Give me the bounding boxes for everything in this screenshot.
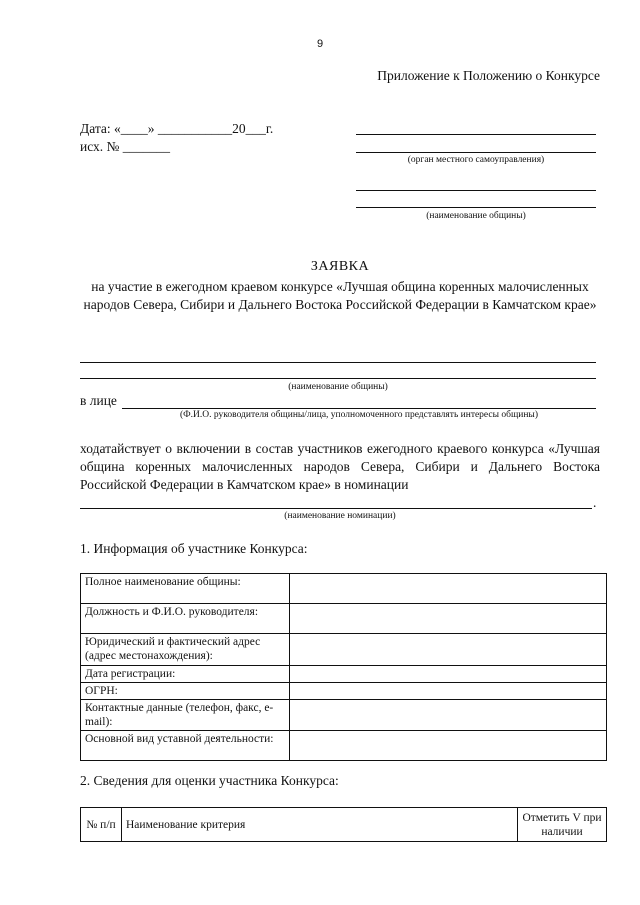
info-label: Основной вид уставной деятельности: [81, 731, 290, 761]
criteria-table [80, 807, 607, 842]
table-row [81, 700, 607, 731]
info-value-cell[interactable] [290, 604, 607, 634]
table-row [81, 604, 607, 634]
appendix-note: Приложение к Положению о Конкурсе [377, 68, 600, 83]
info-value-cell[interactable] [290, 574, 607, 604]
col-criterion-header: Наименование критерия [122, 808, 518, 842]
info-label: Дата регистрации: [81, 666, 290, 683]
person-line [122, 408, 596, 409]
nomination-end: . [593, 495, 597, 510]
caption-org: (орган местного самоуправления) [407, 155, 545, 165]
org-line-2 [356, 152, 596, 153]
info-label: Контактные данные (телефон, факс, e-mail): [81, 700, 290, 731]
info-label: Юридический и фактический адрес (адрес местонахождения): [81, 634, 290, 666]
caption-community-header: (наименование общины) [426, 211, 526, 221]
community-name-line [80, 362, 596, 363]
participant-info-table [80, 573, 607, 761]
table-row [81, 731, 607, 761]
community-line-2 [356, 207, 596, 208]
page-number: 9 [316, 38, 324, 50]
petition-text: ходатайствует о включении в состав участников ежегодного краевого конкурса «Лучшая община коренных малочисленных народов Севера, Сибири и Дальнего Востока Российской Федерации в Камчатском крае» в номинации [80, 441, 600, 492]
document-title: ЗАЯВКА [310, 259, 370, 274]
col-number-header: № п/п [81, 808, 122, 842]
nomination-line [80, 508, 592, 509]
outgoing-number-line: исх. № _______ [80, 139, 171, 154]
info-label: Полное наименование общины: [81, 574, 290, 604]
org-line [356, 134, 596, 135]
info-value-cell[interactable] [290, 666, 607, 683]
community-line [356, 190, 596, 191]
info-value-cell[interactable] [290, 634, 607, 666]
table-header-row [81, 808, 607, 842]
table-row [81, 666, 607, 683]
section-1-title: 1. Информация об участнике Конкурса: [80, 541, 308, 556]
info-label: ОГРН: [81, 683, 290, 700]
info-value-cell[interactable] [290, 700, 607, 731]
community-name-line-2 [80, 378, 596, 379]
in-person-label: в лице [80, 393, 117, 408]
table-row [81, 634, 607, 666]
caption-nomination: (наименование номинации) [284, 511, 396, 521]
caption-person: (Ф.И.О. руководителя общины/лица, уполномоченного представлять интересы общины) [180, 410, 538, 420]
table-row [81, 683, 607, 700]
caption-community: (наименование общины) [288, 382, 388, 392]
info-value-cell[interactable] [290, 683, 607, 700]
section-2-title: 2. Сведения для оценки участника Конкурса: [80, 773, 339, 788]
date-line: Дата: «____» ___________20___г. [80, 121, 274, 136]
document-subtitle: на участие в ежегодном краевом конкурсе «Лучшая община коренных малочисленных народов Севера, Сибири и Дальнего Востока Российской Федерации в Камчатском крае» [83, 279, 597, 312]
info-value-cell[interactable] [290, 731, 607, 761]
col-mark-header: Отметить V при наличии [518, 808, 607, 842]
info-label: Должность и Ф.И.О. руководителя: [81, 604, 290, 634]
table-row [81, 574, 607, 604]
